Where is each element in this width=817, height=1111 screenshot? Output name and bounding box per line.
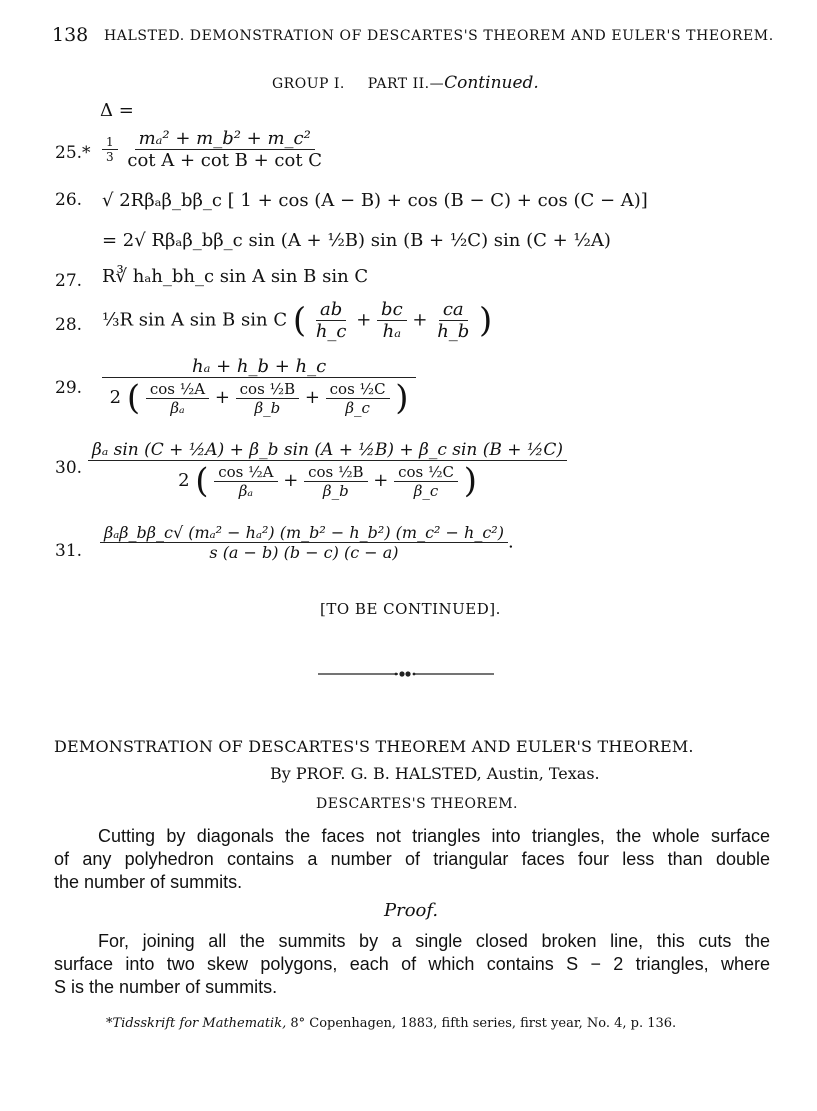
continued-label: Continued.: [444, 73, 539, 93]
fraction-29: [102, 356, 416, 418]
fraction-25: [123, 128, 326, 171]
paragraph-1-line-3: the number of summits.: [54, 872, 243, 892]
delta-label: Δ =: [100, 100, 134, 121]
numerator-29: hₐ + h_b + h_c: [102, 356, 416, 378]
equation-31: $\frac{\text{βₐβ\_bβ\_c√ (mₐ² − hₐ²) (m\_b² − h\_b²) (m\_c² − h\_c²)}}{s (a - b) (b - c) (c - a)}$ .: [100, 523, 514, 562]
fraction-ca-hb: $\frac{ca}{h\_b}$: [437, 299, 470, 342]
group-heading: [272, 73, 539, 93]
fraction-31: [100, 523, 508, 562]
to-be-continued: [TO BE CONTINUED].: [320, 600, 501, 618]
equation-26-line2: = 2√ Rβₐβ_bβ_c sin (A + ½B) sin (B + ½C) sin (C + ½A): [102, 230, 611, 251]
footnote: *Tidsskrift for Mathematik, 8° Copenhagen, 1883, fifth series, first year, No. 4, p. 136.: [106, 1016, 677, 1031]
ornamental-divider: [316, 667, 496, 681]
article-title: DEMONSTRATION OF DESCARTES'S THEOREM AND EULER'S THEOREM.: [54, 737, 694, 756]
equation-25: [102, 128, 326, 171]
equation-number-31: 31.: [55, 541, 83, 561]
equation-30: [88, 440, 567, 501]
footnote-journal: Tidsskrift for Mathematik,: [112, 1016, 287, 1031]
fraction-bc-ha: $\frac{bc}{\text{hₐ}}$: [377, 299, 407, 342]
paragraph-1-line-2: of any polyhedron contains a number of triangular faces four less than double: [54, 849, 770, 869]
fraction-ab-hc: $\frac{ab}{h\_c}$: [315, 299, 347, 342]
equation-number-29: 29.: [55, 378, 83, 398]
paragraph-1: [54, 825, 770, 894]
denominator-25: cot A + cot B + cot C: [127, 150, 323, 171]
equation-number-30: 30.: [55, 458, 83, 478]
denominator-29: 2 ( $\frac{\text{cos ½A}}{\text{βₐ}}$ + $\frac{\text{cos ½B}}{\beta\_b}$ + $\frac{\text{cos ½C}}{\beta\_c}$ ): [109, 378, 409, 418]
numerator-30: βₐ sin (C + ½A) + β_b sin (A + ½B) + β_c sin (B + ½C): [88, 440, 567, 461]
page-number: 138: [52, 24, 89, 46]
paragraph-2-line-3: S is the number of summits.: [54, 977, 278, 997]
paragraph-2-line-2: surface into two skew polygons, each of which contains S − 2 triangles, where: [54, 954, 770, 974]
running-head: HALSTED. DEMONSTRATION OF DESCARTES'S THEOREM AND EULER'S THEOREM.: [104, 28, 774, 44]
numerator-31: βₐβ_bβ_c√ (mₐ² − hₐ²) (m_b² − h_b²) (m_c² − h_c²): [100, 523, 508, 543]
paragraph-2-line-1: For, joining all the summits by a single closed broken line, this cuts the: [98, 931, 770, 951]
numerator-25: mₐ² + m_b² + m_c²: [135, 128, 315, 150]
equation-26-line1: √ 2Rβₐβ_bβ_c [ 1 + cos (A − B) + cos (B − C) + cos (C − A)]: [102, 190, 648, 211]
equation-27: R∛ hₐh_bh_c sin A sin B sin C: [102, 266, 369, 287]
paragraph-1-line-1: Cutting by diagonals the faces not triangles into triangles, the whole surface: [98, 826, 770, 846]
footnote-citation: 8° Copenhagen, 1883, fifth series, first year, No. 4, p. 136.: [290, 1016, 677, 1031]
equation-number-28: 28.: [55, 315, 83, 335]
article-byline: By PROF. G. B. HALSTED, Austin, Texas.: [270, 764, 600, 783]
equation-number-25: 25.*: [55, 143, 91, 163]
section-heading: DESCARTES'S THEOREM.: [316, 796, 518, 812]
denominator-30: 2 ( $\frac{\text{cos ½A}}{\text{βₐ}}$ + $\frac{\text{cos ½B}}{\beta\_b}$ + $\frac{\text{cos ½C}}{\beta\_c}$ ): [178, 461, 477, 501]
fraction-30: [88, 440, 567, 501]
equation-number-26: 26.: [55, 190, 83, 210]
proof-heading: Proof.: [384, 900, 439, 921]
denominator-31: s (a − b) (b − c) (c − a): [209, 543, 399, 562]
group-label: GROUP I.: [272, 76, 345, 92]
paragraph-2: [54, 930, 770, 999]
part-label: PART II.—: [367, 76, 445, 92]
fraction-one-third: $\frac{1}{3}$: [102, 135, 118, 164]
equation-29: [102, 356, 416, 418]
equation-number-27: 27.: [55, 271, 83, 291]
equation-28: ⅓R sin A sin B sin C ( $\frac{ab}{h\_c}$ + $\frac{bc}{\text{hₐ}}$ + $\frac{ca}{h\_b}$ ): [102, 299, 493, 342]
